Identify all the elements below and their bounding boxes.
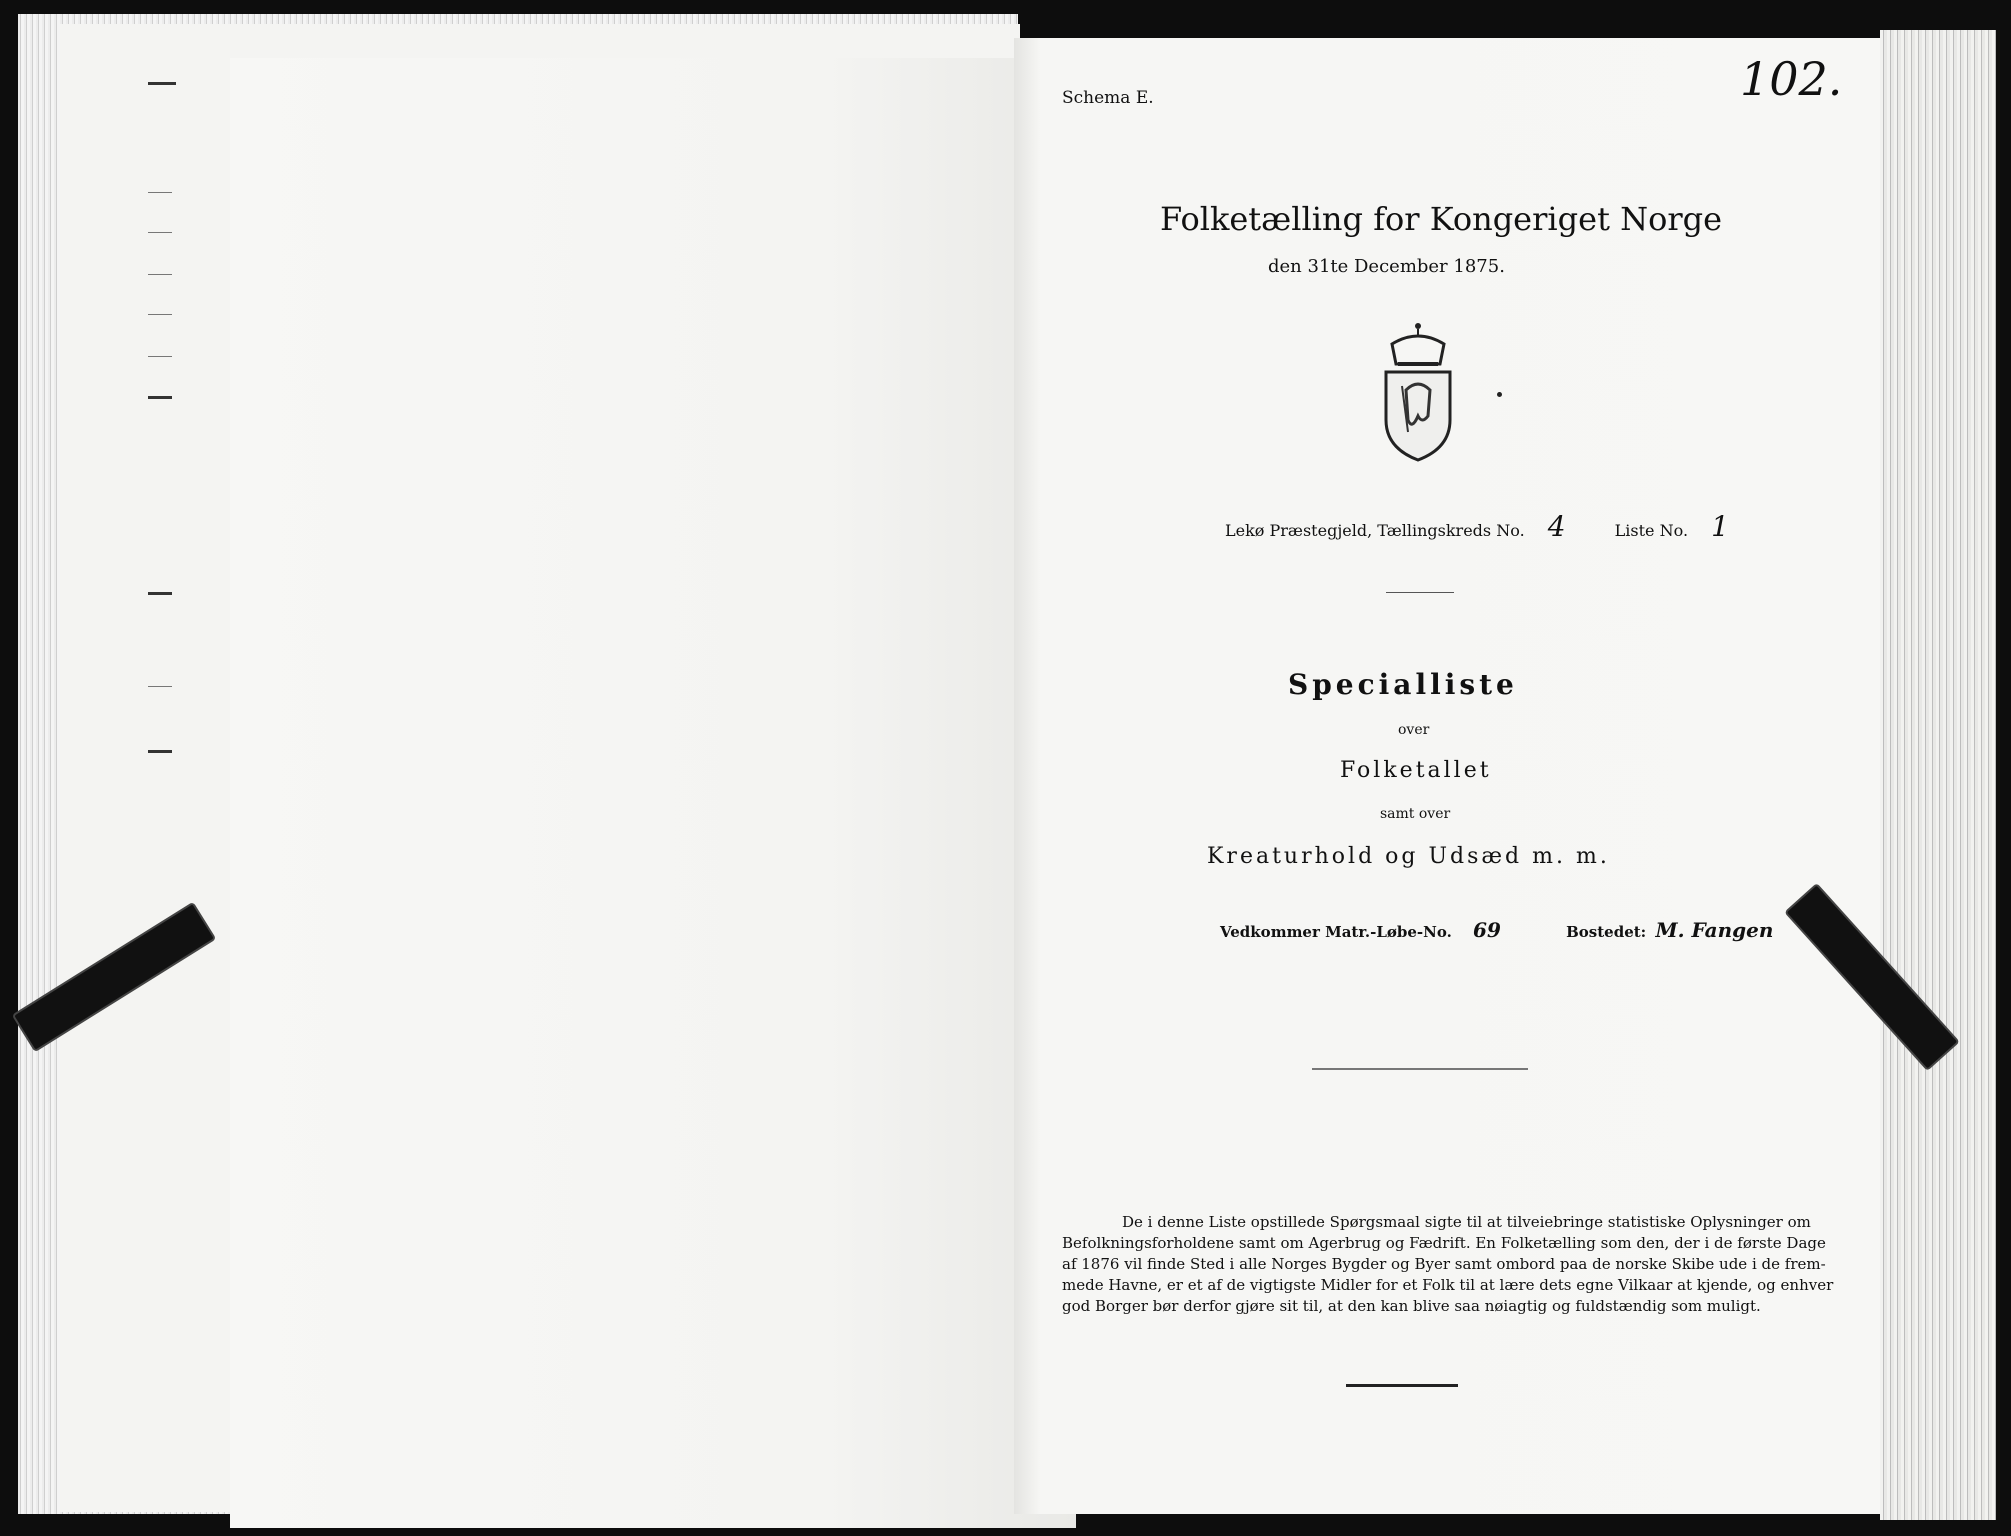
bosted-label: Bostedet: <box>1566 923 1647 941</box>
parish-label: Lekø Præstegjeld, <box>1225 521 1373 540</box>
bosted-value: M. Fangen <box>1655 918 1774 942</box>
margin-tick <box>148 686 172 687</box>
left-page <box>60 24 1020 1512</box>
instructions-line: af 1876 vil finde Sted i alle Norges Bygder og Byer samt ombord paa de norske Skibe ude i de frem- <box>1062 1255 1826 1273</box>
norwegian-coat-of-arms-icon <box>1378 320 1458 462</box>
matr-label: Vedkommer Matr.-Løbe-No. <box>1220 923 1452 941</box>
document-date: den 31te December 1875. <box>1268 256 1505 277</box>
margin-tick <box>148 274 172 275</box>
matr-line <box>1220 918 1773 942</box>
divider-middle <box>1312 1068 1528 1070</box>
district-value: 4 <box>1547 510 1566 543</box>
heading-specialliste: Specialliste <box>1288 668 1518 701</box>
text-samt-over: samt over <box>1380 806 1451 822</box>
instructions-line: De i denne Liste opstillede Spørgsmaal sigte til at tilveiebringe statistiske Oplysninger om <box>1122 1213 1811 1231</box>
document-title: Folketælling for Kongeriget Norge <box>1160 200 1723 238</box>
list-value: 1 <box>1711 510 1729 543</box>
divider-short <box>1386 592 1454 593</box>
text-kreaturhold: Kreaturhold og Udsæd m. m. <box>1207 844 1610 869</box>
instructions-line: Befolkningsforholdene samt om Agerbrug og Fædrift. En Folketælling som den, der i de første Dage <box>1062 1234 1826 1252</box>
margin-tick <box>148 396 172 399</box>
instructions-paragraph <box>1062 1212 1834 1317</box>
page-number: 102. <box>1740 52 1843 106</box>
matr-value: 69 <box>1473 918 1501 942</box>
margin-tick <box>148 314 172 315</box>
parish-line <box>1225 510 1729 543</box>
divider-bottom <box>1346 1384 1458 1387</box>
district-label: Tællingskreds No. <box>1377 521 1525 540</box>
text-over: over <box>1398 722 1430 738</box>
margin-tick <box>148 592 172 595</box>
margin-tick <box>148 82 176 85</box>
margin-tick <box>148 356 172 357</box>
margin-tick <box>148 192 172 193</box>
margin-tick <box>148 232 172 233</box>
text-folketallet: Folketallet <box>1340 758 1492 783</box>
list-label: Liste No. <box>1614 521 1689 540</box>
instructions-line: god Borger bør derfor gjøre sit til, at den kan blive saa nøiagtig og fuldstændig som muligt. <box>1062 1297 1761 1315</box>
schema-label: Schema E. <box>1062 88 1154 108</box>
ink-dot <box>1497 392 1502 397</box>
instructions-line: mede Havne, er et af de vigtigste Midler for et Folk til at lære dets egne Vilkaar at kjende, og enhver <box>1062 1276 1834 1294</box>
margin-tick <box>148 750 172 753</box>
left-page-blank <box>230 58 1076 1528</box>
right-page-stack <box>1880 30 1996 1520</box>
